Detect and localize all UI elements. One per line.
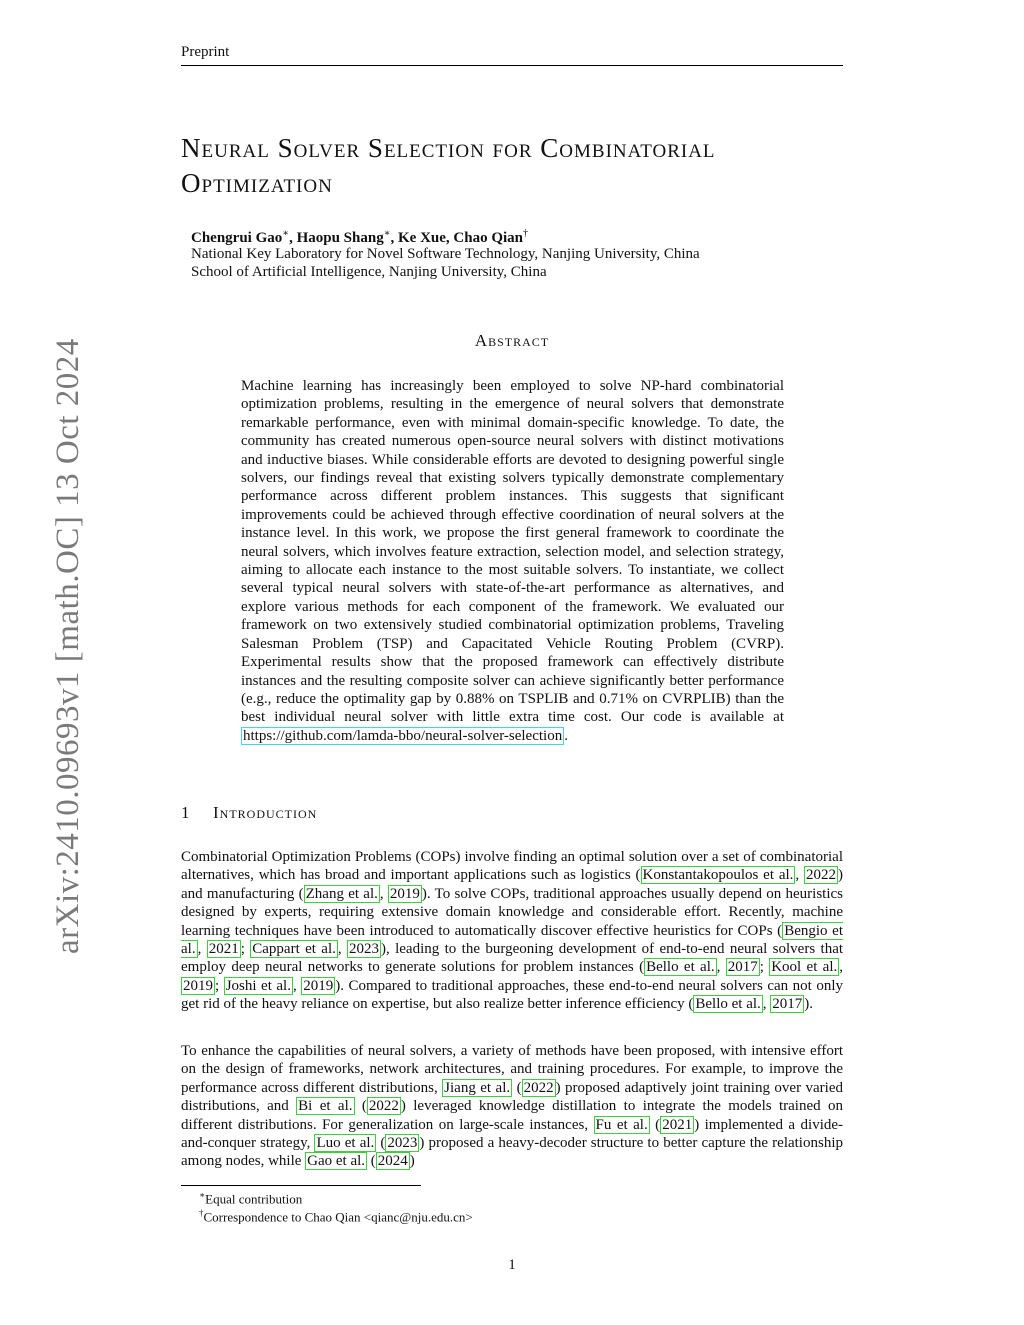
citation-link[interactable]: Zhang et al. bbox=[305, 885, 378, 902]
paragraph-text: , bbox=[292, 977, 302, 994]
paragraph-text: ; bbox=[215, 977, 224, 994]
author-name: Ke Xue, Chao Qian bbox=[398, 230, 524, 246]
abstract-heading: Abstract bbox=[474, 331, 550, 350]
affiliation-line: National Key Laboratory for Novel Software Technology, Nanjing University, China bbox=[191, 246, 700, 262]
paragraph-text: , bbox=[795, 867, 805, 884]
paragraph-text: ) proposed adaptively joint training over varied distributions, and bbox=[181, 1079, 843, 1115]
paragraph-text: Combinatorial Optimization Problems (COPs) involve finding an optimal solution over a set of combinatorial alternatives, which has broad and important applications such as logistics ( bbox=[181, 849, 843, 884]
intro-paragraph-2 bbox=[181, 1042, 843, 1171]
citation-link[interactable]: 2022 bbox=[368, 1098, 399, 1115]
citation-link[interactable]: Gao et al. bbox=[307, 1153, 366, 1170]
author-list: Chengrui Gao∗, Haopu Shang∗, Ke Xue, Chao Qian† bbox=[191, 228, 529, 246]
paragraph-text: ) implemented a divide-and-conquer strategy, bbox=[181, 1116, 844, 1152]
citation-link[interactable]: 2022 bbox=[806, 867, 837, 884]
paragraph-text: ). To solve COPs, traditional approaches usually depend on heuristics designed by experts, requiring extensive domain knowledge and considerable effort. Recently, machine learning techniques have been introduced to automatically discover effective heuristics for COPs ( bbox=[181, 885, 844, 939]
citation-link[interactable]: Kool et al. bbox=[771, 959, 838, 976]
citation-link[interactable]: Konstantakopoulos et al. bbox=[642, 867, 794, 884]
citation-link[interactable]: 2019 bbox=[389, 885, 420, 902]
footnote-text: Equal contribution bbox=[205, 1191, 303, 1207]
author-name: Haopu Shang bbox=[296, 230, 384, 246]
citation-link[interactable]: 2019 bbox=[183, 977, 213, 994]
footnote-mark: ∗ bbox=[199, 1190, 206, 1200]
paragraph-text: ( bbox=[512, 1079, 522, 1096]
citation-link[interactable]: 2019 bbox=[303, 977, 334, 994]
citation-link[interactable]: 2022 bbox=[523, 1079, 554, 1096]
footnote-rule bbox=[181, 1185, 421, 1186]
citation-link[interactable]: 2023 bbox=[349, 941, 379, 958]
footnote-text: Correspondence to Chao Qian <qianc@nju.edu.cn> bbox=[203, 1209, 473, 1225]
paragraph-text: , bbox=[379, 885, 388, 902]
citation-link[interactable]: Cappart et al. bbox=[252, 941, 336, 958]
paragraph-text: , bbox=[762, 996, 771, 1013]
paragraph-text: ). Compared to traditional approaches, these end-to-end neural solvers can not only get rid of the heavy reliance on expertise, but also realize better inference efficiency ( bbox=[181, 977, 843, 1013]
abstract-text: Machine learning has increasingly been employed to solve NP-hard combinatorial optimization problems, resulting in the emergence of neural solvers that demonstrate remarkable performance, even with minimal domain-specific knowledge. To date, the community has created numerous open-source neural solvers with distinct motivations and inductive biases. While considerable efforts are devoted to designing powerful single solvers, our findings reveal that existing solvers typically demonstrate complementary performance across different problem instances. This suggests that significant improvements could be achieved through effective coordination of neural solvers at the instance level. In this work, we propose the first general framework to coordinate the neural solvers, which involves feature extraction, selection model, and selection strategy, aiming to allocate each instance to the most suitable solvers. To instantiate, we collect several typical neural solvers with state-of-the-art performance as alternatives, and explore various methods for each component of the framework. We evaluated our framework on two extensively studied combinatorial optimization problems, Traveling Salesman Problem (TSP) and Capacitated Vehicle Routing Problem (CVRP). Experimental results show that the proposed framework can effectively distribute instances and the resulting composite solver can achieve significantly better performance (e.g., reduce the optimality gap by 0.88% on TSPLIB and 0.71% on CVRPLIB) than the best individual neural solver with little extra time cost. Our code is available at bbox=[241, 378, 784, 726]
paragraph-text: ( bbox=[354, 1098, 367, 1115]
header-rule bbox=[181, 65, 843, 66]
author-mark: ∗ bbox=[383, 228, 391, 239]
paragraph-text: ). bbox=[804, 996, 814, 1013]
citation-link[interactable]: 2024 bbox=[377, 1153, 408, 1170]
citation-link[interactable]: 2017 bbox=[772, 996, 803, 1013]
citation-link[interactable]: Bi et al. bbox=[298, 1098, 353, 1115]
footnote-2 bbox=[199, 1208, 473, 1225]
citation-link[interactable]: 2021 bbox=[662, 1116, 693, 1133]
citation-link[interactable]: Bello et al. bbox=[646, 959, 715, 976]
section-title: Introduction bbox=[213, 803, 318, 822]
paragraph-text: , bbox=[716, 959, 726, 976]
section-heading bbox=[181, 803, 317, 823]
footnote-1 bbox=[199, 1190, 302, 1207]
citation-link[interactable]: Luo et al. bbox=[316, 1135, 375, 1152]
page-number: 1 bbox=[508, 1257, 516, 1273]
section-number: 1 bbox=[181, 803, 190, 822]
citation-link[interactable]: Bello et al. bbox=[695, 996, 761, 1013]
footnote-mark: † bbox=[199, 1208, 204, 1218]
paragraph-text: ; bbox=[240, 941, 251, 958]
paragraph-text: ), leading to the burgeoning development of end-to-end neural solvers that employ deep neural networks to generate solutions for problem instances ( bbox=[181, 941, 844, 976]
citation-link[interactable]: 2023 bbox=[387, 1135, 418, 1152]
abstract-body bbox=[241, 377, 784, 745]
paragraph-text: ) and manufacturing ( bbox=[181, 867, 844, 902]
paragraph-text: ) bbox=[409, 1153, 415, 1170]
paragraph-text: ( bbox=[367, 1153, 376, 1170]
citation-link[interactable]: 2017 bbox=[727, 959, 758, 976]
affiliation-line: School of Artificial Intelligence, Nanjing University, China bbox=[191, 264, 547, 280]
citation-link[interactable]: Joshi et al. bbox=[225, 977, 291, 994]
paragraph-text: ( bbox=[649, 1116, 661, 1133]
paper-title bbox=[181, 131, 843, 201]
paragraph-text: , bbox=[337, 941, 347, 958]
citation-link[interactable]: Jiang et al. bbox=[444, 1079, 511, 1096]
paragraph-text: , bbox=[839, 959, 844, 976]
author-mark: † bbox=[523, 228, 529, 239]
author-mark: ∗ bbox=[282, 228, 290, 239]
citation-link[interactable]: Fu et al. bbox=[595, 1116, 648, 1133]
paragraph-text: , bbox=[197, 941, 207, 958]
citation-link[interactable]: Bengio et al. bbox=[181, 922, 843, 958]
paragraph-text: ) leveraged knowledge distillation to integrate the models trained on different distributions. For generalization on large-scale instances, bbox=[181, 1098, 843, 1133]
paper-title-text: Neural Solver Selection for Combinatorial Optimization bbox=[181, 133, 716, 198]
arxiv-identifier-stamp: arXiv:2410.09693v1 [math.OC] 13 Oct 2024 bbox=[50, 338, 86, 954]
paragraph-text: ) proposed a heavy-decoder structure to better capture the relationship among nodes, while bbox=[181, 1135, 843, 1170]
intro-paragraph-1 bbox=[181, 848, 843, 1014]
running-header: Preprint bbox=[181, 44, 230, 60]
citation-link[interactable]: 2021 bbox=[208, 941, 239, 958]
paragraph-text: To enhance the capabilities of neural solvers, a variety of methods have been proposed, with intensive effort on the design of frameworks, network architectures, and training procedures. For example, to improve the performance across different distributions, bbox=[181, 1043, 843, 1096]
paragraph-text: ; bbox=[759, 959, 770, 976]
author-name: Chengrui Gao bbox=[191, 230, 283, 246]
paragraph-text: ( bbox=[376, 1135, 386, 1152]
abstract-end: . bbox=[564, 727, 568, 744]
code-repository-link[interactable]: https://github.com/lamda-bbo/neural-solver-selection bbox=[243, 727, 563, 744]
